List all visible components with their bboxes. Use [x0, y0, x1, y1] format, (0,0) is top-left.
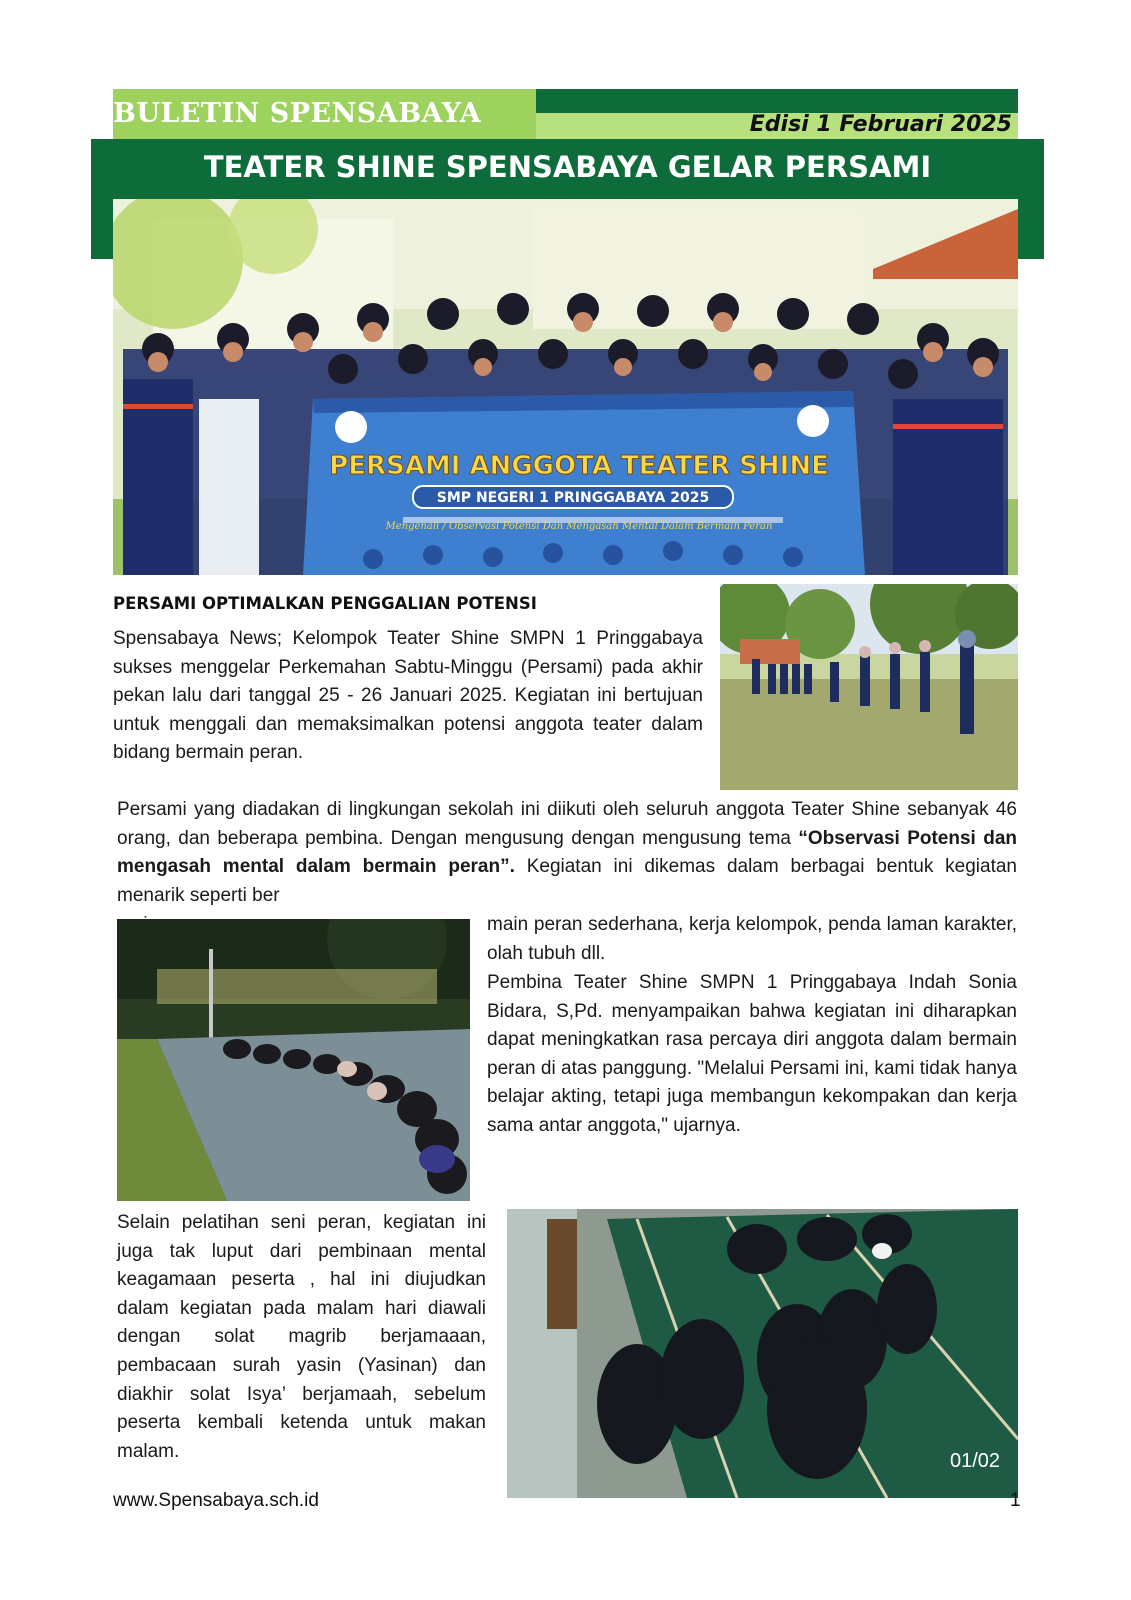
banner-title: PERSAMI ANGGOTA TEATER SHINE [329, 451, 829, 481]
footer-website: www.Spensabaya.sch.id [113, 1490, 319, 1511]
masthead-accent-bar [536, 89, 1018, 113]
paragraph-2-tail: Kegiatan ini dikemas dalam berbagai bentuk kegiatan menarik seperti ber [117, 856, 1017, 906]
prayer-activity-photo [507, 1209, 1018, 1498]
page-number: 1 [1010, 1490, 1021, 1511]
bulletin-title: BULETIN SPENSABAYA [113, 98, 482, 129]
group-photo [113, 199, 1018, 575]
banner-school: SMP NEGERI 1 PRINGGABAYA 2025 [436, 490, 710, 506]
paragraph-2-lead: Persami yang diadakan di lingkungan sekolah ini diikuti oleh seluruh anggota Teater Shine sebanyak 46 orang, dan beberapa pembina. Dengan mengusung dengan mengusung tema [117, 799, 1017, 849]
article-theme: “Observasi Potensi dan mengasah mental dalam bermain peran”. [117, 827, 1017, 878]
article-paragraph-2 [117, 796, 1017, 910]
banner-tagline: Mengenali / Observasi Potensi Dan Mengasah Mental Dalam Bermain Peran [385, 521, 773, 532]
article-subhead: PERSAMI OPTIMALKAN PENGGALIAN POTENSI [113, 594, 537, 613]
article-paragraph-3: main peran sederhana, kerja kelompok, penda laman karakter, olah tubuh dll. [487, 914, 1017, 964]
field-activity-photo [720, 584, 1018, 790]
night-activity-photo [117, 919, 470, 1201]
edition-label: Edisi 1 Februari 2025 [749, 112, 1012, 137]
headline: TEATER SHINE SPENSABAYA GELAR PERSAMI [203, 150, 932, 184]
article-paragraph-4: Pembina Teater Shine SMPN 1 Pringgabaya Indah Sonia Bidara, S,Pd. menyampaikan bahwa kegiatan ini diharapkan dapat meningkatkan rasa percaya diri anggota dalam bermain peran di atas panggung. "Melalui Persami ini, kami tidak hanya belajar akting, tetapi juga membangun kekompakan dan kerja sama antar anggota," ujarnya. [487, 972, 1017, 1136]
article-paragraph-1: Spensabaya News; Kelompok Teater Shine SMPN 1 Pringgabaya sukses menggelar Perkemahan Sabtu-Minggu (Persami) pada akhir pekan lalu dari tanggal 25 - 26 Januari 2025. Kegiatan ini bertujuan untuk menggali dan memaksimalkan potensi anggota teater dalam bidang bermain peran. [113, 628, 703, 764]
article-paragraph-5: Selain pelatihan seni peran, kegiatan ini juga tak luput dari pembinaan mental keagamaan peserta , hal ini diujudkan dalam kegiatan pada malam hari diawali dengan solat magrib berjamaaan, pembacaan surah yasin (Yasinan) dan diakhir solat Isya’ berjamaah, sebelum peserta kembali ketenda untuk makan malam. [117, 1212, 486, 1462]
photo-page-label: 01/02 [950, 1450, 1001, 1472]
